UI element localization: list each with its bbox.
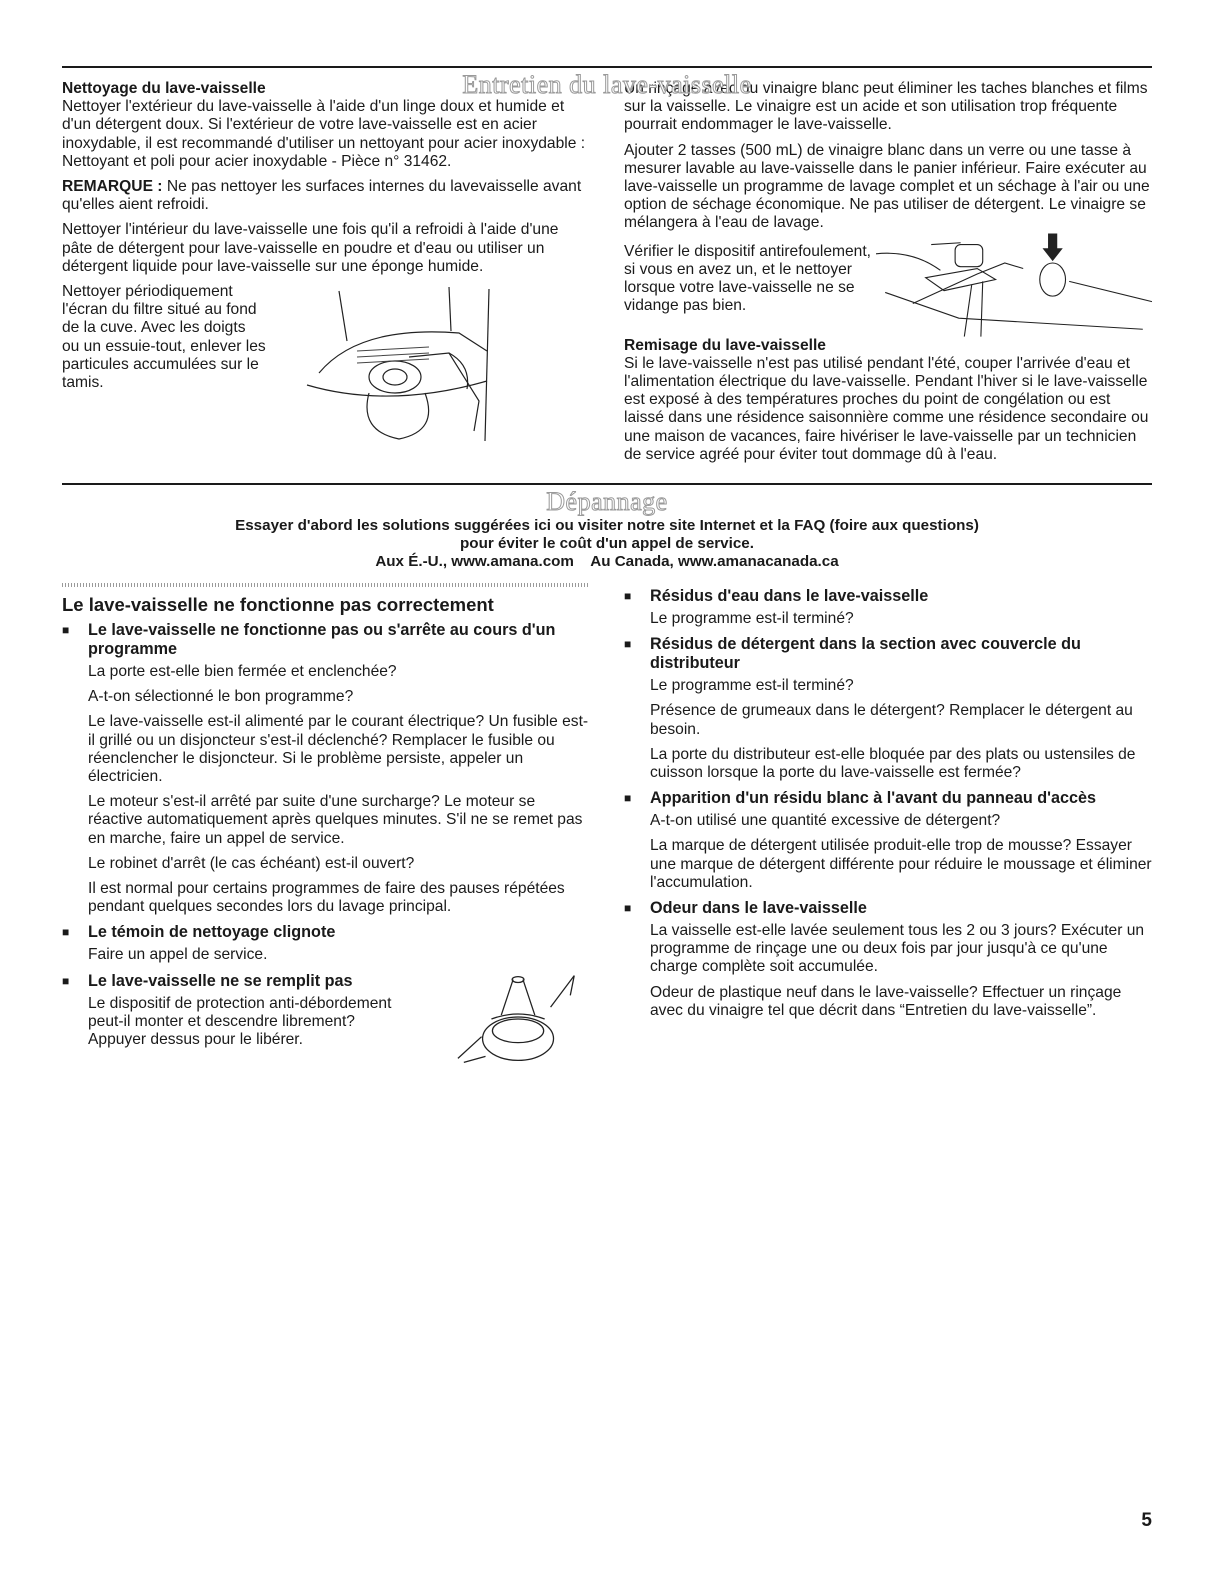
problem-line: Faire un appel de service. — [88, 946, 268, 964]
cleaning-paragraph-2: Nettoyer l'intérieur du lave-vaisselle une fois qu'il a refroidi à l'aide d'une pâte de détergent pour lave-vaisselle en poudre et d'eau ou utiliser un détergent liquide pour lave-vaisselle sur une éponge humide. — [62, 221, 559, 275]
bullet-icon: ■ — [624, 637, 632, 652]
maintenance-left-column — [62, 80, 590, 471]
bullet-icon: ■ — [624, 589, 632, 604]
air-gap-text: Vérifier le dispositif antirefoulement, si vous en avez un, et le nettoyer lorsque votre lave-vaisselle ne se vidange pas bien. — [624, 242, 872, 315]
note-paragraph — [62, 178, 590, 214]
air-gap-illustration — [876, 221, 1152, 351]
problem-title: Résidus d'eau dans le lave-vaisselle — [650, 587, 929, 606]
bullet-icon: ■ — [624, 791, 632, 806]
filter-illustration — [299, 281, 529, 451]
problem-title: Odeur dans le lave-vaisselle — [650, 899, 867, 918]
problem-title: Résidus de détergent dans la section avec couvercle du distributeur — [650, 635, 1081, 673]
air-gap-block — [624, 243, 1152, 351]
callout-line-2: pour éviter le coût d'un appel de service. — [460, 535, 754, 553]
problem-item — [624, 587, 1152, 628]
problem-line: La vaisselle est-elle lavée seulement tous les 2 ou 3 jours? Exécuter un programme de rinçage une ou deux fois par jour jusqu'à ce qu'une charge complète soit accumulée. — [650, 922, 1145, 976]
manual-page — [62, 0, 1152, 1585]
arrow-down-icon — [1043, 233, 1063, 261]
problem-item — [62, 923, 590, 964]
problem-title: Apparition d'un résidu blanc à l'avant du panneau d'accès — [650, 789, 1097, 808]
bullet-icon: ■ — [62, 623, 70, 638]
hatch-rule — [62, 583, 590, 587]
problem-line: Le moteur s'est-il arrêté par suite d'une surcharge? Le moteur se réactive automatiquement après quelques minutes. S'il ne se remet pas en marche, faire un appel de service. — [88, 793, 583, 847]
maintenance-header — [62, 66, 1152, 102]
problem-subheading: Le lave-vaisselle ne fonctionne pas correctement — [62, 594, 494, 616]
problem-line: A-t-on utilisé une quantité excessive de détergent? — [650, 812, 1001, 830]
page-number: 5 — [1141, 1510, 1152, 1531]
problem-line: La marque de détergent utilisée produit-elle trop de mousse? Essayer une marque de détergent différente pour réduire le moussage et éliminer l'accumulation. — [650, 837, 1152, 891]
storage-text: Si le lave-vaisselle n'est pas utilisé pendant l'été, couper l'arrivée d'eau et l'alimentation électrique du lave-vaisselle. Pendant l'hiver si le lave-vaisselle est exposé à des températures proches du point de congélation ou est laissé dans une résidence saisonnière comme une résidence secondaire ou une maison de vacances, faire hivériser le lave-vaisselle par un technicien de service agréé pour éviter tout dommage dû à l'eau. — [624, 354, 1149, 463]
problem-line: Le lave-vaisselle est-il alimenté par le courant électrique? Un fusible est-il grillé ou un disjoncteur s'est-il déclenché? Remplacer le fusible ou réenclencher le disjoncteur. Si le problème persiste, appeler un électricien. — [88, 713, 589, 786]
problem-item — [624, 635, 1152, 782]
problem-item — [62, 621, 590, 916]
vinegar-paragraph-2: Ajouter 2 tasses (500 mL) de vinaigre blanc dans un verre ou une tasse à mesurer lavable au lave-vaisselle dans le panier inférieur. Faire exécuter au lave-vaisselle un programme de lavage complet et un séchage à l'air ou une option de séchage économique. Ne pas utiliser de détergent. Le vinaigre se mélangera à l'eau de lavage. — [624, 141, 1150, 232]
problem-item — [624, 789, 1152, 892]
maintenance-columns — [62, 80, 1152, 471]
filter-text: Nettoyer périodiquement l'écran du filtre situé au fond de la cuve. Avec les doigts ou un essuie-tout, enlever les particules accumulées sur le tamis. — [62, 283, 266, 392]
bullet-icon: ■ — [62, 973, 70, 988]
cleaning-paragraph-1: Nettoyer l'extérieur du lave-vaisselle à l'aide d'un linge doux et humide et d'un détergent doux. Si l'extérieur de votre lave-vaisselle est en acier inoxydable, il est recommandé d'utiliser un nettoyant pour acier inoxydable : Nettoyant et poli pour acier inoxydable - Pièce n° 31462. — [62, 98, 586, 170]
maintenance-title: Entretien du lave-vaisselle — [462, 70, 752, 99]
troubleshooting-right-column — [624, 583, 1152, 1067]
problem-line: Présence de grumeaux dans le détergent? Remplacer le détergent au besoin. — [650, 702, 1133, 738]
maintenance-right-column — [624, 80, 1152, 471]
bullet-icon: ■ — [62, 925, 70, 940]
service-callout — [62, 517, 1152, 571]
problem-line: A-t-on sélectionné le bon programme? — [88, 688, 354, 706]
cleaning-heading: Nettoyage du lave-vaisselle — [62, 80, 266, 97]
problem-title: Le témoin de nettoyage clignote — [88, 923, 336, 942]
vinegar-paragraph-1: Un rinçage avec du vinaigre blanc peut éliminer les taches blanches et films sur la vaisselle. Le vinaigre est un acide et son utilisation trop fréquente pourrait endommager le lave-vaisselle. — [624, 80, 1148, 134]
problem-line: Le robinet d'arrêt (le cas échéant) est-il ouvert? — [88, 854, 415, 872]
filter-block — [62, 283, 590, 451]
problem-line: La porte du distributeur est-elle bloquée par des plats ou ustensiles de cuisson lorsque la porte du lave-vaisselle est fermée? — [650, 745, 1136, 782]
note-label: REMARQUE : — [62, 178, 163, 196]
storage-heading: Remisage du lave-vaisselle — [624, 336, 826, 354]
callout-line-1: Essayer d'abord les solutions suggérées ici ou visiter notre site Internet et la FAQ (foire aux questions) — [235, 517, 979, 535]
problem-title: Le lave-vaisselle ne se remplit pas — [88, 971, 353, 990]
bullet-icon: ■ — [624, 901, 632, 916]
problem-line: Le programme est-il terminé? — [650, 610, 854, 628]
note-text: Ne pas nettoyer les surfaces internes du lavevaisselle avant qu'elles aient refroidi. — [62, 178, 582, 214]
problem-line: Il est normal pour certains programmes de faire des pauses répétées pendant quelques secondes lors du lavage principal. — [88, 880, 565, 916]
problem-line: Le dispositif de protection anti-débordement peut-il monter et descendre librement? Appuyer dessus pour le libérer. — [88, 994, 392, 1049]
float-illustration — [452, 967, 590, 1067]
troubleshooting-title: Dépannage — [546, 487, 668, 517]
problem-line: Le programme est-il terminé? — [650, 677, 854, 695]
troubleshooting-columns — [62, 583, 1152, 1067]
problem-item — [62, 972, 590, 1067]
problem-line: La porte est-elle bien fermée et enclenchée? — [88, 663, 397, 681]
troubleshooting-left-column — [62, 583, 590, 1067]
problem-title: Le lave-vaisselle ne fonctionne pas ou s'arrête au cours d'un programme — [88, 621, 556, 659]
problem-item — [624, 899, 1152, 1020]
callout-line-3: Aux É.-U., www.amana.com Au Canada, www.amanacanada.ca — [375, 553, 839, 571]
problem-line: Odeur de plastique neuf dans le lave-vaisselle? Effectuer un rinçage avec du vinaigre tel que décrit dans “Entretien du lave-vaisselle”. — [650, 983, 1122, 1019]
troubleshooting-header — [62, 483, 1152, 519]
